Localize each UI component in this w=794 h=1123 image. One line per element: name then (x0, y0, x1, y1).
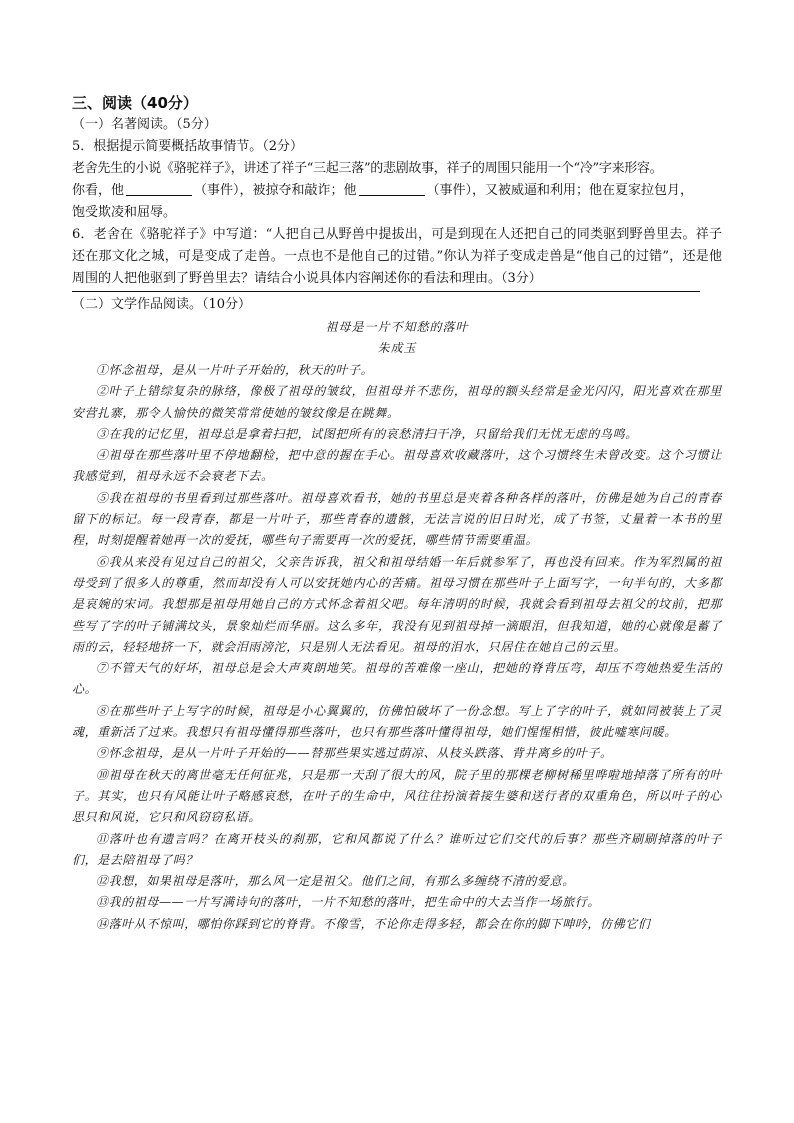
paragraph-13: ⑬我的祖母——一片写满诗句的落叶，一片不知愁的落叶，把生命中的大去当作一场旅行。 (96, 895, 601, 910)
paragraph-7: ⑦不管天气的好坏，祖母总是会大声爽朗地笑。祖母的苦难像一座山，把她的脊背压弯，却压不弯她热爱生活的心。 (72, 661, 722, 697)
q5-text-c: （事件），又被威逼和利用；他在夏家拉包月， (426, 183, 694, 198)
question-5-line3: 饱受欺凌和屈辱。 (72, 205, 177, 220)
part1-heading: （一）名著阅读。（5分） (72, 117, 217, 132)
section-title: 三、阅读（40分） (72, 94, 198, 112)
story-author: 朱成玉 (377, 341, 417, 355)
part2-heading: （二）文学作品阅读。（10分） (72, 297, 252, 312)
question-5-line2 (72, 180, 722, 202)
question-6: 6．老舍在《骆驼祥子》中写道：“人把自己从野兽中提拔出，可是到现在人还把自己的同类驱到野兽里去。祥子还在那文化之城，可是变成了走兽。一点也不是他自己的过错。”你认为祥子变成走兽是“他自己的过错”，还是他周围的人把他驱到了野兽里去？请结合小说具体内容阐述你的看法和理由。（3分） (72, 227, 722, 286)
q5-text-a: 你看，他 (72, 183, 125, 198)
paragraph-9: ⑨怀念祖母，是从一片叶子开始的——替那些果实逃过荫凉、从枝头跌落、背井离乡的叶子。 (96, 746, 613, 761)
paragraph-5: ⑤我在祖母的书里看到过那些落叶。祖母喜欢看书，她的书里总是夹着各种各样的落叶，仿佛是她为自己的青春留下的标记。每一段青春，都是一片叶子，那些青春的遗骸，无法言说的旧日时光，成了书签，丈量着一本书的里程，时刻提醒着她再一次的爱抚，哪些句子需要再一次的爱抚，哪些情节需要重温。 (72, 490, 722, 548)
exam-page (72, 92, 722, 935)
question-5-stem: 5．根据提示简要概括故事情节。（2分） (72, 139, 304, 154)
paragraph-6: ⑥我从来没有见过自己的祖父，父亲告诉我，祖父和祖母结婚一年后就参军了，再也没有回来。作为军烈属的祖母受到了很多人的尊重，然而却没有人可以安抚她内心的苦痛。祖母习惯在那些叶子上面写字，一句半句的，大多都是哀婉的宋词。我想那是祖母用她自己的方式怀念着祖父吧。每年清明的时候，我就会看到祖母去祖父的坟前，把那些写了字的叶子铺满坟头，景象灿烂而华丽。这么多年，我没有见到祖母掉一滴眼泪，但我知道，她的心就像是蓄了雨的云，轻轻地挤一下，就会泪雨滂沱，只是别人无法看见。祖母的泪水，只居住在她自己的云里。 (72, 554, 722, 654)
paragraph-2: ②叶子上错综复杂的脉络，像极了祖母的皱纹，但祖母并不悲伤，祖母的额头经常是金光闪闪，阳光喜欢在那里安营扎寨，那令人愉快的微笑常常使她的皱纹像是在跳舞。 (72, 384, 722, 420)
paragraph-11: ⑪落叶也有遗言吗？在离开枝头的刹那，它和风都说了什么？谁听过它们交代的后事？那些齐刷刷掉落的叶子们，是去陪祖母了吗？ (72, 831, 722, 867)
answer-blank-2[interactable] (359, 181, 425, 196)
paragraph-10: ⑩祖母在秋天的离世毫无任何征兆，只是那一天刮了很大的风，院子里的那棵老柳树稀里哗啦地掉落了所有的叶子。其实，也只有风能让叶子略感哀愁，在叶子的生命中，风往往扮演着接生婆和送行者的双重角色，所以叶子的心思只和风说，它只和风窃窃私语。 (72, 767, 722, 825)
paragraph-1: ①怀念祖母，是从一片叶子开始的，秋天的叶子。 (96, 363, 374, 377)
answer-line[interactable] (72, 291, 700, 292)
paragraph-8: ⑧在那些叶子上写字的时候，祖母是小心翼翼的，仿佛怕破坏了一份念想。写上了字的叶子，就如同被装上了灵魂，重新活了过来。我想只有祖母懂得那些落叶，也只有那些落叶懂得祖母，她们惺惺相惜，彼此嘘寒问暖。 (72, 703, 722, 740)
story-body (72, 360, 722, 935)
answer-blank-1[interactable] (126, 181, 192, 196)
story-title: 祖母是一片不知愁的落叶 (325, 320, 469, 334)
paragraph-12: ⑫我想，如果祖母是落叶，那么风一定是祖父。他们之间，有那么多缠绕不清的爱意。 (96, 874, 575, 889)
question-5-line1: 老舍先生的小说《骆驼祥子》，讲述了祥子“三起三落”的悲剧故事，祥子的周围只能用一个“冷”字来形容。 (72, 161, 663, 176)
q5-text-b: （事件），被掠夺和敲诈；他 (194, 183, 357, 198)
paragraph-3: ③在我的记忆里，祖母总是拿着扫把，试图把所有的哀愁清扫干净，只留给我们无忧无虑的鸟鸣。 (96, 426, 638, 441)
paragraph-14: ⑭落叶从不惊叫，哪怕你踩到它的脊背。不像雪，不论你走得多轻，都会在你的脚下呻吟，仿佛它们 (96, 916, 651, 931)
paragraph-4: ④祖母在那些落叶里不停地翻检，把中意的握在手心。祖母喜欢收藏落叶，这个习惯终生未曾改变。这个习惯让我感觉到，祖母永远不会衰老下去。 (72, 448, 722, 484)
